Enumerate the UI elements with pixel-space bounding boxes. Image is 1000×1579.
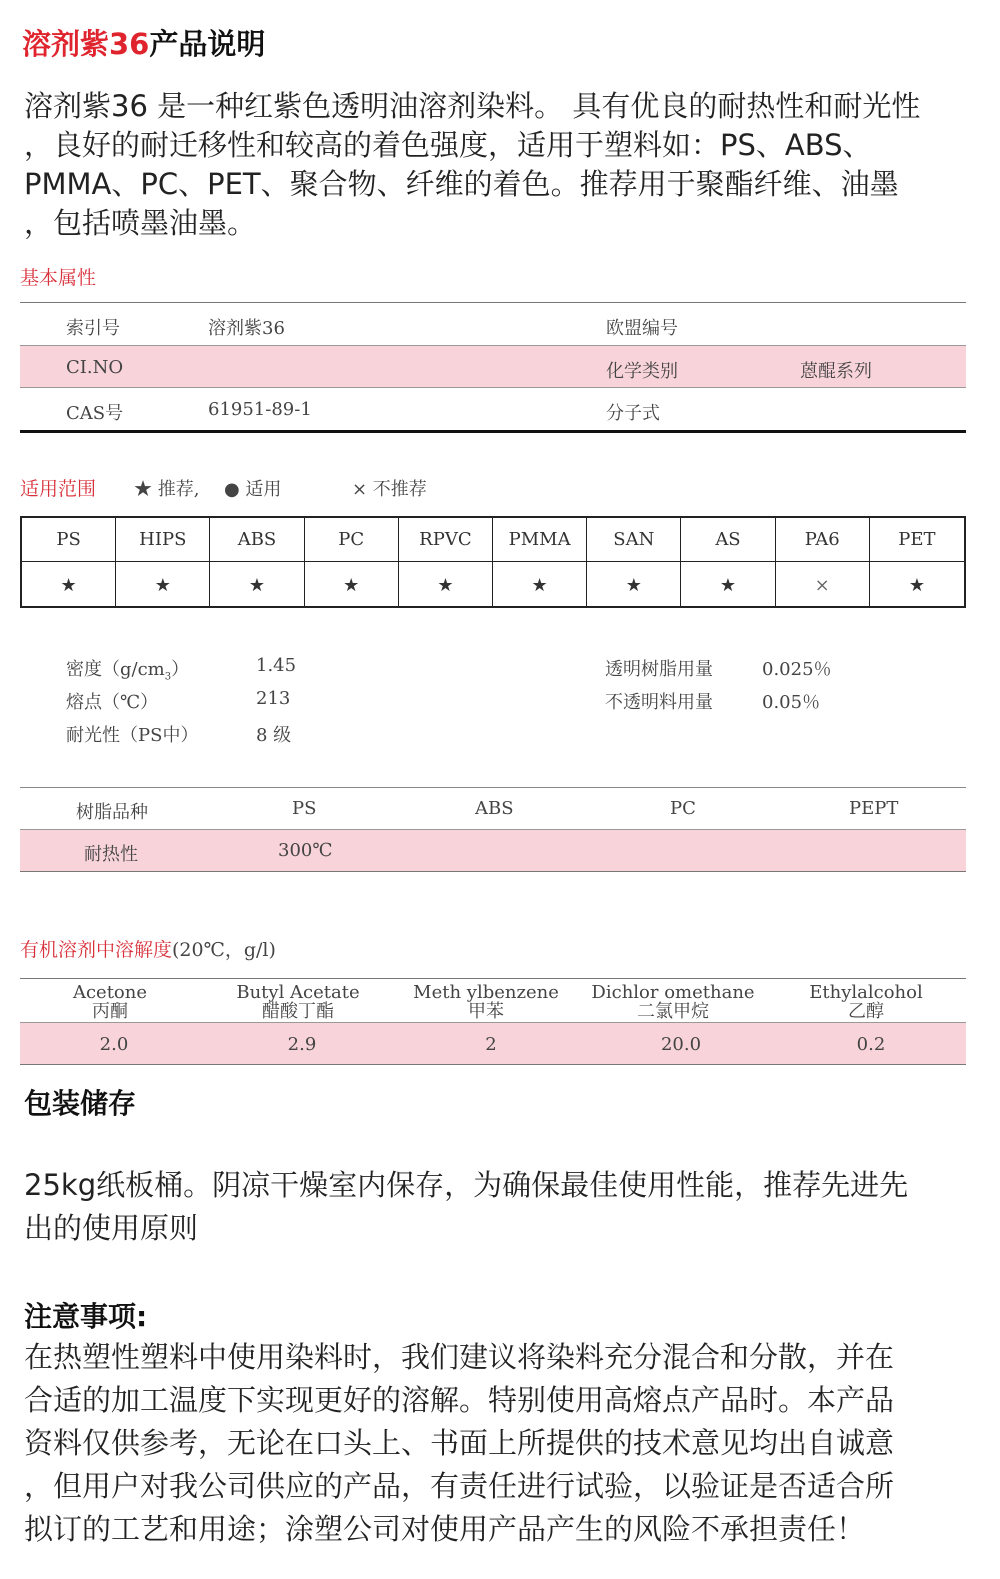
heat-header: PEPT bbox=[849, 798, 899, 819]
opaque-dosage-value: 0.05％ bbox=[762, 692, 821, 713]
divider bbox=[20, 978, 966, 979]
melting-point-label: 熔点（℃） bbox=[66, 692, 159, 713]
intro-line: 溶剂紫36 是一种红紫色透明油溶剂染料。 具有优良的耐热性和耐光性 bbox=[24, 89, 921, 123]
density-label: 密度$(g/cm_3)$ bbox=[66, 659, 190, 683]
notes-text: 在热塑性塑料中使用染料时，我们建议将染料充分混合和分散，并在 合适的加工温度下实现更好的溶解。特别使用高熔点产品时。本产品 资料仅供参考，无论在口头上、书面上所提供的技术意见均出自诚意 ，但用户对我公司供应的产品，有责任进行试验，以验证是否适合所 拟订的工艺和用途；涂塑公司对使用产品产生的风险不承担责任！ bbox=[24, 1340, 895, 1546]
resin-cell: PMMA bbox=[493, 518, 587, 562]
resin-cell: PA6 bbox=[776, 518, 870, 562]
divider bbox=[20, 430, 966, 433]
solubility-value: 20.0 bbox=[660, 1034, 702, 1055]
divider bbox=[20, 829, 966, 830]
suitability-mark: ★ bbox=[305, 562, 399, 608]
divider bbox=[20, 387, 966, 388]
basic-value: 溶剂紫36 bbox=[208, 318, 285, 339]
divider bbox=[20, 787, 966, 788]
basic-key: 欧盟编号 bbox=[606, 318, 678, 339]
suitability-mark: ★ bbox=[210, 562, 304, 608]
heat-row-label: 耐热性 bbox=[84, 844, 138, 865]
legend-suitable: ● 适用 bbox=[224, 479, 282, 500]
solvent-name: Ethylalcohol 乙醇 bbox=[809, 982, 923, 1022]
solubility-heading: 有机溶剂中溶解度(20℃，g/l) bbox=[20, 939, 276, 961]
heat-value: 300℃ bbox=[278, 840, 333, 861]
resin-cell: PC bbox=[305, 518, 399, 562]
basic-value: 蒽醌系列 bbox=[800, 361, 872, 382]
basic-key: 索引号 bbox=[66, 318, 120, 339]
packaging-text: 25kg纸板桶。阴凉干燥室内保存，为确保最佳使用性能，推荐先进先 出的使用原则 bbox=[24, 1168, 909, 1245]
lightfastness-label: 耐光性（PS中） bbox=[66, 725, 199, 746]
title-suffix: 产品说明 bbox=[149, 27, 266, 61]
resin-cell: PS bbox=[22, 518, 116, 562]
basic-properties-heading: 基本属性 bbox=[20, 267, 97, 289]
intro-line: PMMA、PC、PET、聚合物、纤维的着色。推荐用于聚酯纤维、油墨 bbox=[24, 167, 899, 201]
resin-cell: HIPS bbox=[116, 518, 210, 562]
intro-line: ，良好的耐迁移性和较高的着色强度，适用于塑料如：PS、ABS、 bbox=[24, 128, 872, 162]
suitability-mark: ★ bbox=[399, 562, 493, 608]
scope-table bbox=[20, 516, 966, 608]
lightfastness-value: 8 级 bbox=[256, 725, 292, 746]
resin-cell: RPVC bbox=[399, 518, 493, 562]
divider bbox=[20, 1064, 966, 1065]
resin-cell: AS bbox=[681, 518, 775, 562]
notes-heading: 注意事项: bbox=[24, 1300, 148, 1333]
row-highlight bbox=[20, 830, 966, 871]
basic-key: 分子式 bbox=[606, 403, 660, 424]
melting-point-value: 213 bbox=[256, 688, 291, 709]
suitability-mark: ★ bbox=[681, 562, 775, 608]
solubility-value: 2 bbox=[485, 1034, 497, 1055]
packaging-heading: 包装储存 bbox=[24, 1087, 137, 1120]
basic-value: 61951-89-1 bbox=[208, 399, 312, 420]
suitability-mark: ★ bbox=[587, 562, 681, 608]
basic-key: CI.NO bbox=[66, 357, 124, 378]
resin-cell: ABS bbox=[210, 518, 304, 562]
solubility-value: 0.2 bbox=[856, 1034, 886, 1055]
legend-not-recommended: × 不推荐 bbox=[352, 479, 427, 500]
scope-heading: 适用范围 bbox=[20, 478, 97, 500]
basic-key: CAS号 bbox=[66, 403, 124, 424]
divider bbox=[20, 1022, 966, 1023]
transparent-dosage-value: 0.025％ bbox=[762, 659, 832, 680]
heat-header: PC bbox=[670, 798, 696, 819]
intro-paragraph bbox=[24, 87, 984, 243]
suitability-mark: × bbox=[776, 562, 870, 608]
suitability-mark: ★ bbox=[116, 562, 210, 608]
divider bbox=[20, 871, 966, 872]
solvent-name: Acetone 丙酮 bbox=[72, 982, 148, 1022]
intro-line: ，包括喷墨油墨。 bbox=[24, 206, 257, 240]
suitability-mark: ★ bbox=[908, 574, 925, 596]
solvent-name: Butyl Acetate 醋酸丁酯 bbox=[236, 982, 360, 1022]
page-title bbox=[22, 22, 265, 63]
product-name: 溶剂紫36 bbox=[22, 27, 150, 61]
density-value: 1.45 bbox=[256, 655, 297, 676]
resin-cell: SAN bbox=[587, 518, 681, 562]
heat-header: 树脂品种 bbox=[76, 802, 148, 823]
legend-recommended: ★ 推荐, bbox=[134, 479, 200, 500]
solvent-name: Meth ylbenzene 甲苯 bbox=[413, 982, 559, 1022]
solvent-name: Dichlor omethane 二氯甲烷 bbox=[591, 982, 755, 1022]
opaque-dosage-label: 不透明料用量 bbox=[605, 692, 713, 713]
transparent-dosage-label: 透明树脂用量 bbox=[605, 659, 713, 680]
suitability-mark: ★ bbox=[22, 562, 116, 608]
heat-header: PS bbox=[292, 798, 317, 819]
basic-key: 化学类别 bbox=[606, 361, 678, 382]
resin-cell: PET bbox=[870, 518, 964, 562]
divider bbox=[20, 302, 966, 303]
divider bbox=[20, 345, 966, 346]
suitability-mark: ★ bbox=[493, 562, 587, 608]
solubility-value: 2.0 bbox=[99, 1034, 129, 1055]
solubility-value: 2.9 bbox=[287, 1034, 317, 1055]
heat-header: ABS bbox=[475, 798, 514, 819]
